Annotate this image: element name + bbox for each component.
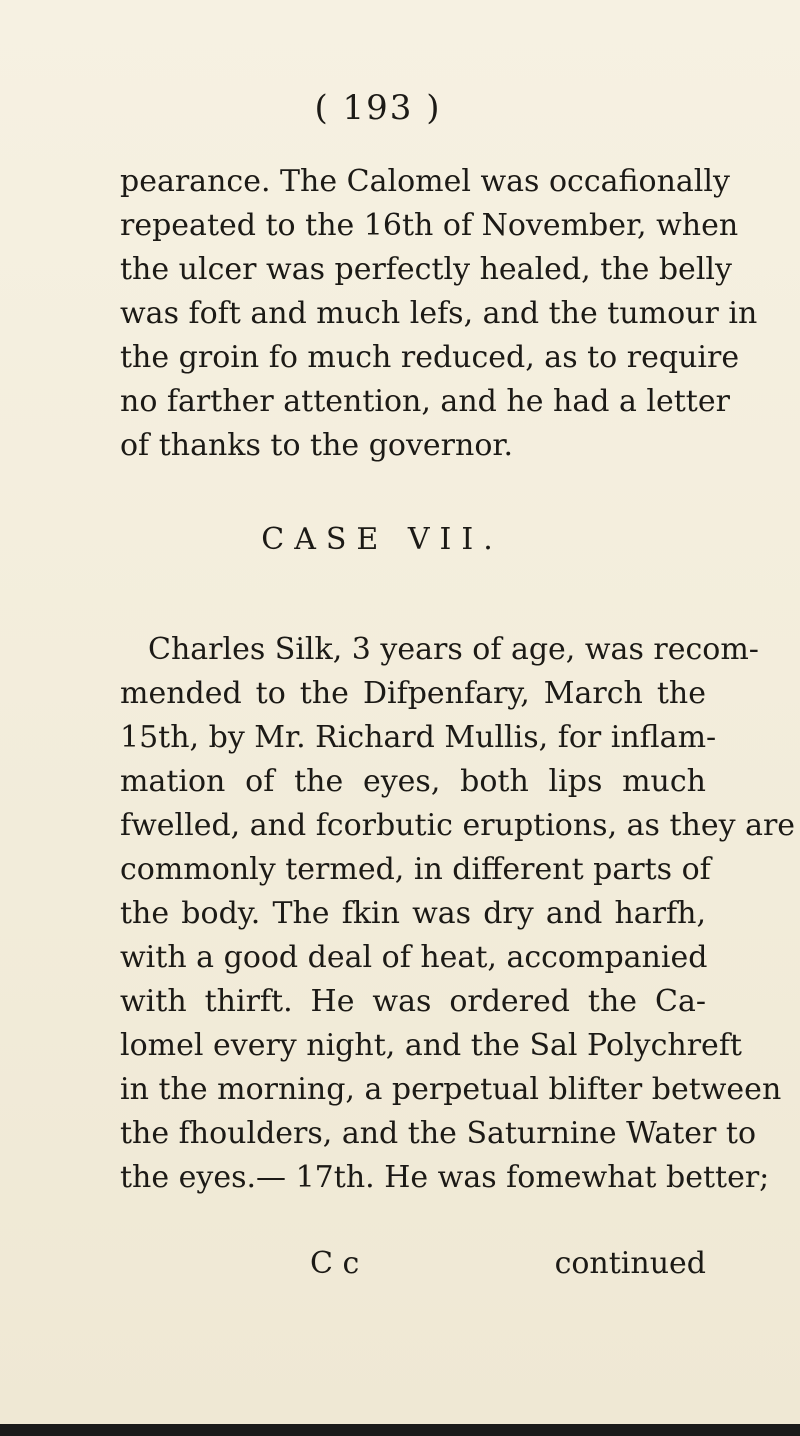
page-edge-shadow: [0, 1424, 800, 1436]
catchword-line: [120, 1246, 706, 1290]
text-line: commonly termed, in different parts of: [120, 852, 711, 887]
text-line: the ulcer was perfectly healed, the belly: [120, 252, 732, 287]
paragraph-1: [120, 160, 758, 468]
text-line: 15th, by Mr. Richard Mullis, for inflam-: [120, 720, 717, 755]
text-line: the groin fo much reduced, as to require: [120, 340, 740, 375]
text-line: with a good deal of heat, accompanied: [120, 940, 708, 975]
text-line: with thirft. He was ordered the Ca-: [120, 984, 706, 1019]
text-line: lomel every night, and the Sal Polychreft: [120, 1028, 742, 1063]
text-line: no farther attention, and he had a letter: [120, 384, 730, 419]
text-line: the body. The fkin was dry and harfh,: [120, 896, 706, 931]
text-line: fwelled, and fcorbutic eruptions, as they are: [120, 808, 796, 843]
page-number: ( 193 ): [314, 88, 442, 128]
text-line: the fhoulders, and the Saturnine Water to: [120, 1116, 757, 1151]
text-line: repeated to the 16th of November, when: [120, 208, 739, 243]
signature-mark: C c: [310, 1246, 360, 1281]
text-line: the eyes.— 17th. He was fomewhat better;: [120, 1160, 770, 1195]
text-line: in the morning, a perpetual blifter between: [120, 1072, 782, 1107]
text-line: of thanks to the governor.: [120, 428, 513, 463]
text-line: mation of the eyes, both lips much: [120, 764, 706, 799]
text-line: mended to the Difpenfary, March the: [120, 676, 706, 711]
text-line: was foft and much lefs, and the tumour in: [120, 296, 758, 331]
text-line: Charles Silk, 3 years of age, was recom-: [148, 632, 759, 667]
paragraph-2: [120, 628, 796, 1200]
case-heading: CASE VII.: [261, 522, 503, 557]
catchword: continued: [554, 1246, 706, 1281]
text-line: pearance. The Calomel was occafionally: [120, 164, 730, 199]
